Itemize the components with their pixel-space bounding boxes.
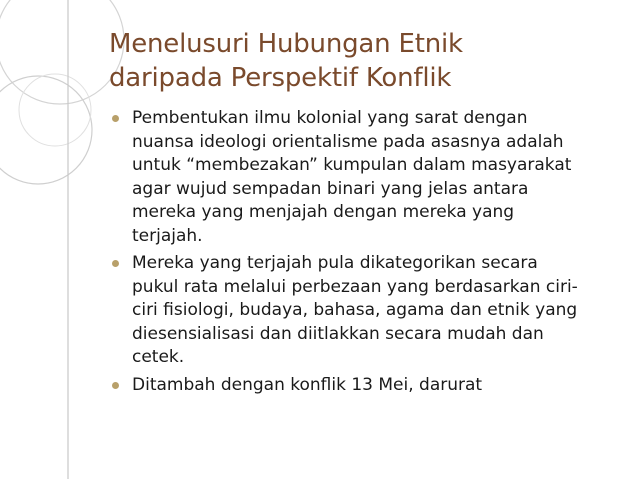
bullet-item-1 [110,107,610,248]
bullet-item-2 [110,252,610,370]
bullet-2-line-2: pukul rata melalui perbezaan yang berdasarkan ciri- [132,276,578,297]
bullet-2-line-4: diesensialisasi dan diitlakkan secara mudah dan [132,323,544,344]
bullet-1-line-2: nuansa ideologi orientalisme pada asasnya adalah [132,131,564,152]
bullet-1-line-3: untuk “membezakan” kumpulan dalam masyarakat [132,155,572,175]
decor-circle-inner [19,74,91,146]
bullet-list [110,107,610,401]
decor-circle-medium [0,76,92,184]
bullet-marker-icon [112,382,119,389]
decor-circle-large [0,0,124,104]
slide-title-line-1: Menelusuri Hubungan Etnik [109,29,463,59]
slide-title [109,27,579,95]
bullet-marker-icon [112,115,119,122]
bullet-3-line-1: Ditambah dengan konflik 13 Mei, darurat [132,374,483,395]
bullet-2-line-3: ciri fisiologi, budaya, bahasa, agama dan etnik yang [132,300,578,320]
bullet-1-line-6: terjajah. [132,225,203,246]
slide-title-line-2: daripada Perspektif Konflik [109,63,452,93]
bullet-2-line-5: cetek. [132,347,185,367]
bullet-2-line-1: Mereka yang terjajah pula dikategorikan secara [132,253,538,273]
bullet-1-line-1: Pembentukan ilmu kolonial yang sarat dengan [132,108,528,128]
bullet-item-3 [110,374,610,398]
bullet-1-line-4: agar wujud sempadan binari yang jelas antara [132,178,529,199]
bullet-1-line-5: mereka yang menjajah dengan mereka yang [132,202,515,222]
bullet-marker-icon [112,260,119,267]
